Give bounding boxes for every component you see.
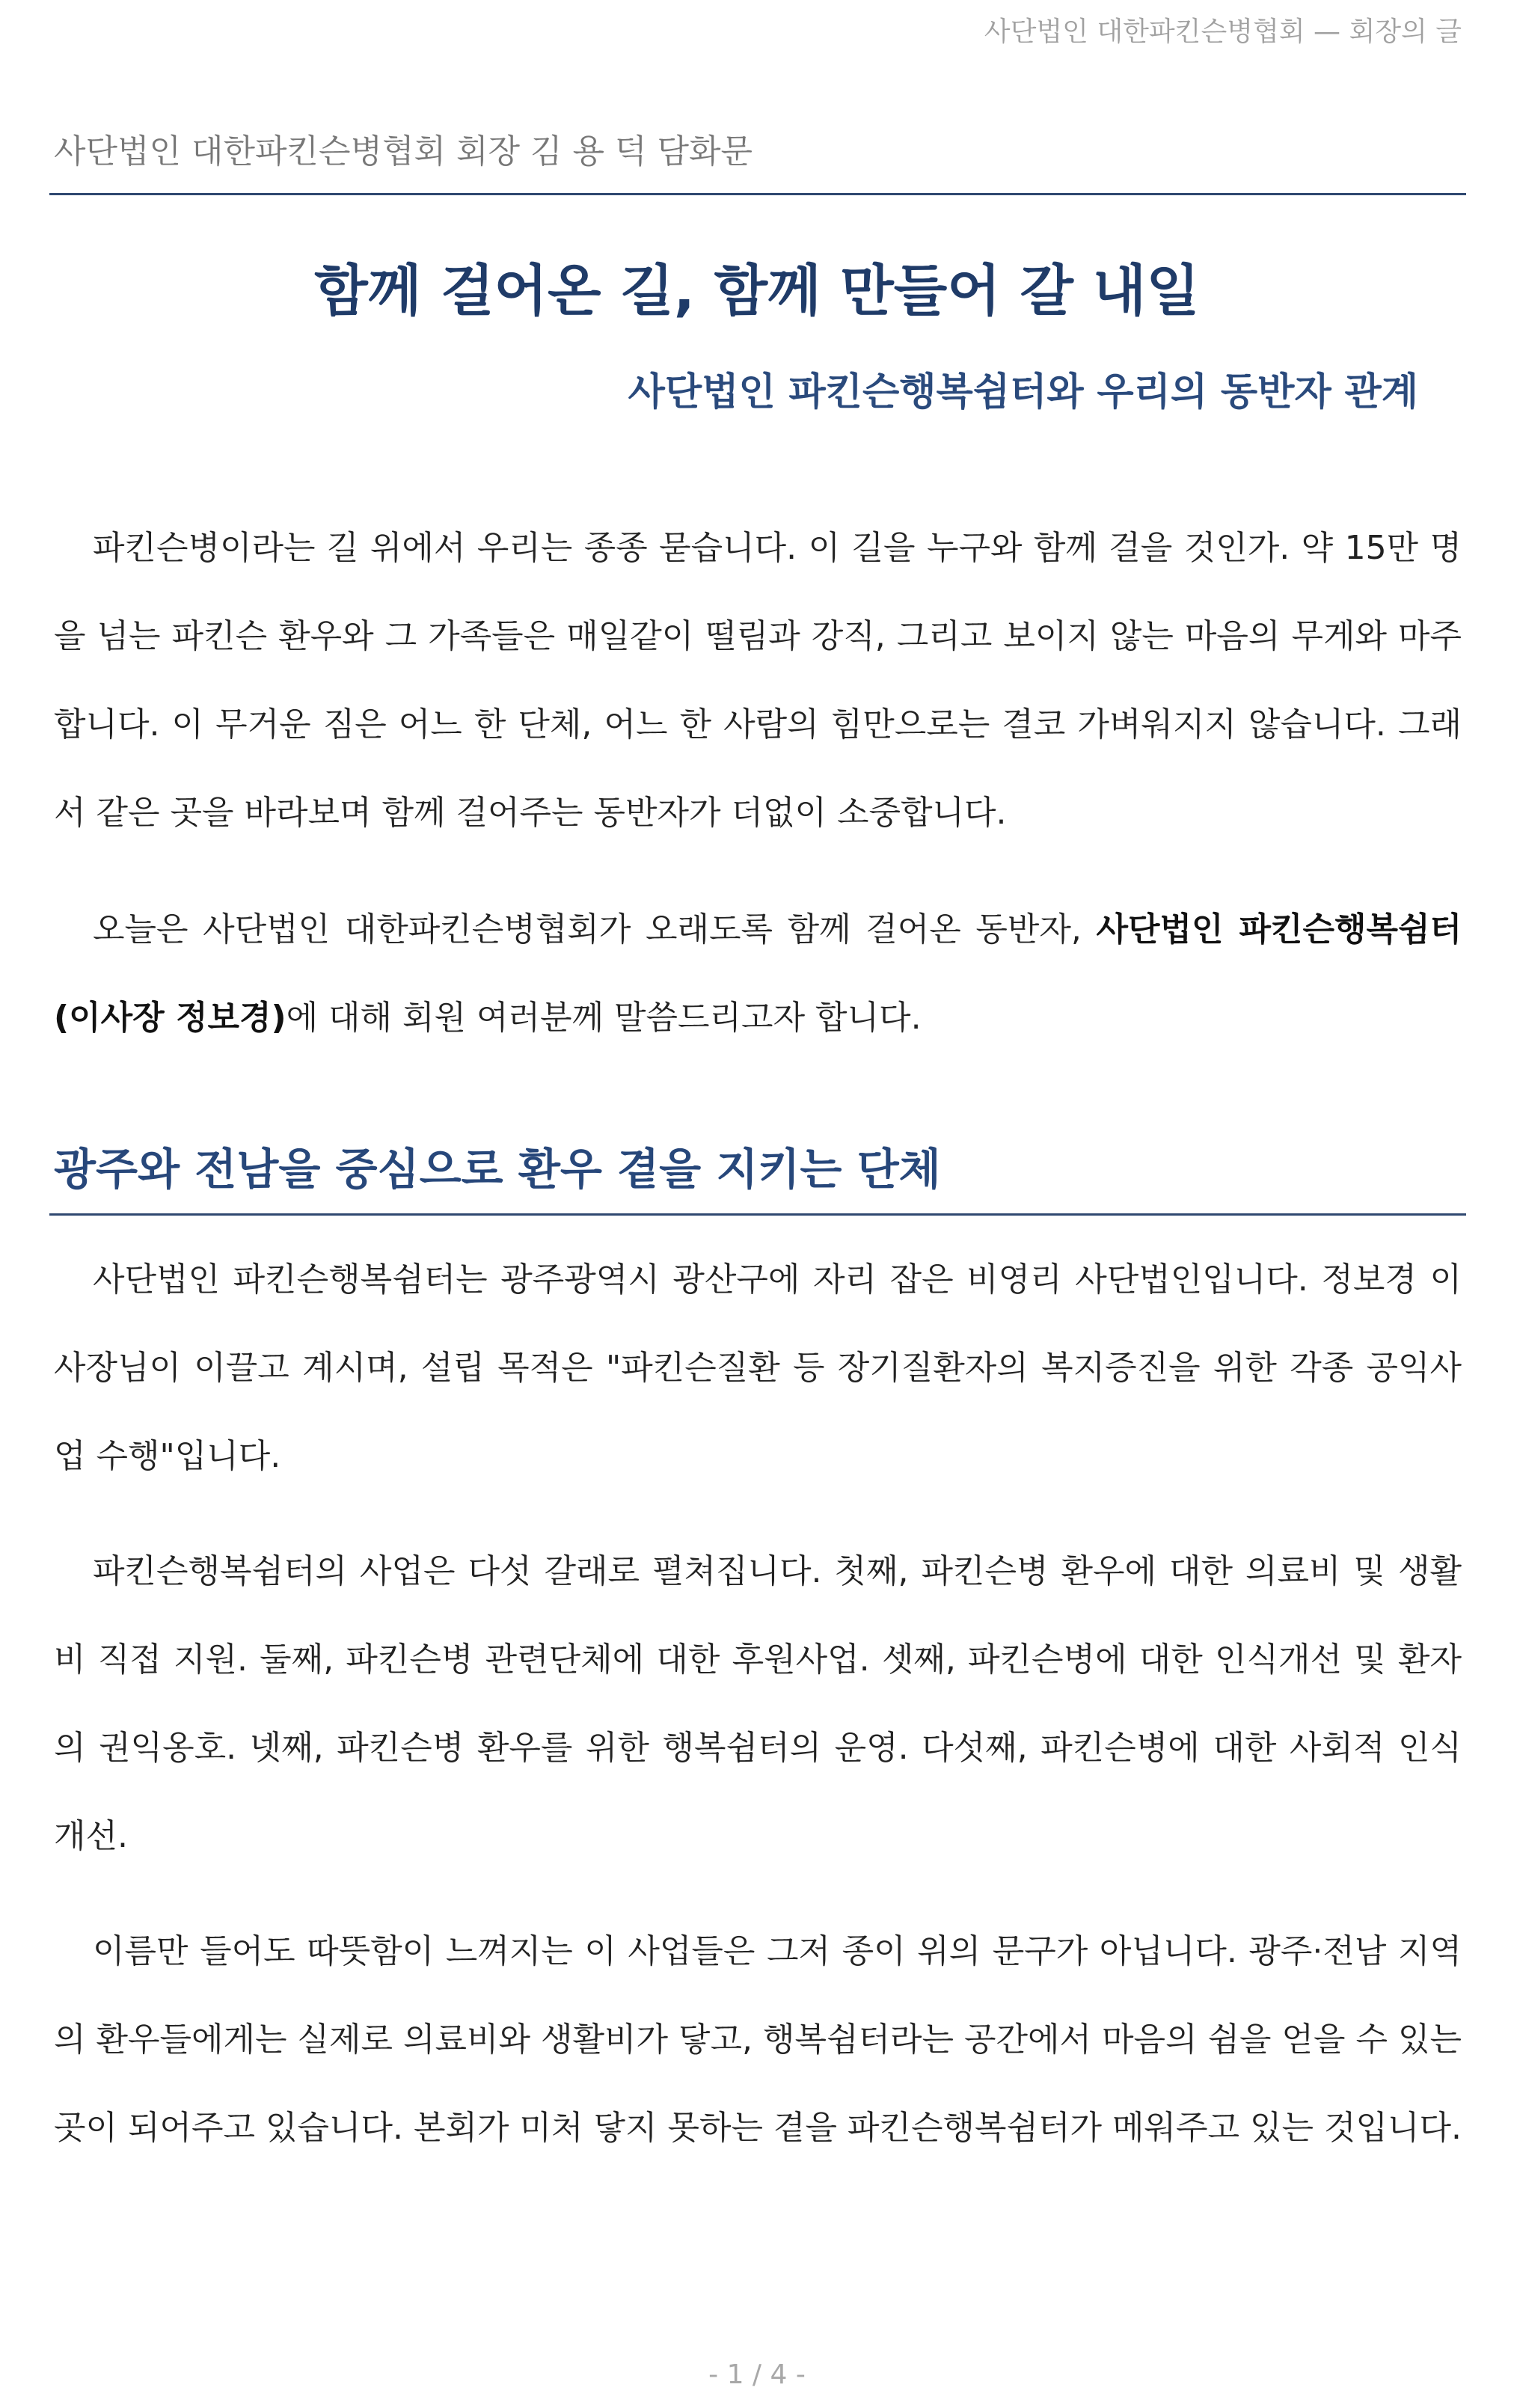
body-paragraph-2 <box>54 886 1462 1062</box>
paragraph-2-text-after: 에 대해 회원 여러분께 말씀드리고자 합니다. <box>286 999 922 1037</box>
header-divider <box>49 193 1466 195</box>
body-paragraph-1: 파킨슨병이라는 길 위에서 우리는 종종 묻습니다. 이 길을 누구와 함께 걸을 것인가. 약 15만 명을 넘는 파킨슨 환우와 그 가족들은 매일같이 떨림과 강직, 그리고 보이지 않는 마음의 무게와 마주합니다. 이 무거운 짐은 어느 한 단체, 어느 한 사람의 힘만으로는 결코 가벼워지지 않습니다. 그래서 같은 곳을 바라보며 함께 걸어주는 동반자가 더없이 소중합니다. <box>54 529 1462 832</box>
page-title: 함께 걸어온 길, 함께 만들어 갈 내일 <box>314 259 1200 323</box>
paragraph-2-bold-organization: 사단법인 파킨슨행복쉼터(이사장 정보경) <box>54 910 1462 1037</box>
body-paragraph-4: 파킨슨행복쉼터의 사업은 다섯 갈래로 펼쳐집니다. 첫째, 파킨슨병 환우에 대한 의료비 및 생활비 직접 지원. 둘째, 파킨슨병 관련단체에 대한 후원사업. 셋째, 파킨슨병에 대한 인식개선 및 환자의 권익옹호. 넷째, 파킨슨병 환우를 위한 행복쉼터의 운영. 다섯째, 파킨슨병에 대한 사회적 인식 개선. <box>54 1552 1462 1855</box>
paragraph-2-text-before: 오늘은 사단법인 대한파킨슨병협회가 오래도록 함께 걸어온 동반자, <box>93 910 1097 949</box>
page-subtitle: 사단법인 파킨슨행복쉼터와 우리의 동반자 관계 <box>628 370 1418 414</box>
page-number: - 1 / 4 - <box>708 2359 806 2390</box>
section-divider <box>49 1213 1466 1216</box>
running-header: 사단법인 대한파킨슨병협회 — 회장의 글 <box>984 16 1462 47</box>
body-paragraph-5: 이름만 들어도 따뜻함이 느껴지는 이 사업들은 그저 종이 위의 문구가 아닙니다. 광주·전남 지역의 환우들에게는 실제로 의료비와 생활비가 닿고, 행복쉼터라는 공간에서 마음의 쉼을 얻을 수 있는 곳이 되어주고 있습니다. 본회가 미처 닿지 못하는 곁을 파킨슨행복쉼터가 메워주고 있는 것입니다. <box>54 1932 1462 2147</box>
section-heading: 광주와 전남을 중심으로 환우 곁을 지키는 단체 <box>54 1144 941 1195</box>
body-paragraph-3: 사단법인 파킨슨행복쉼터는 광주광역시 광산구에 자리 잡은 비영리 사단법인입니다. 정보경 이사장님이 이끌고 계시며, 설립 목적은 "파킨슨질환 등 장기질환자의 복지증진을 위한 각종 공익사업 수행"입니다. <box>54 1260 1462 1475</box>
document-label: 사단법인 대한파킨슨병협회 회장 김 용 덕 담화문 <box>54 132 753 171</box>
